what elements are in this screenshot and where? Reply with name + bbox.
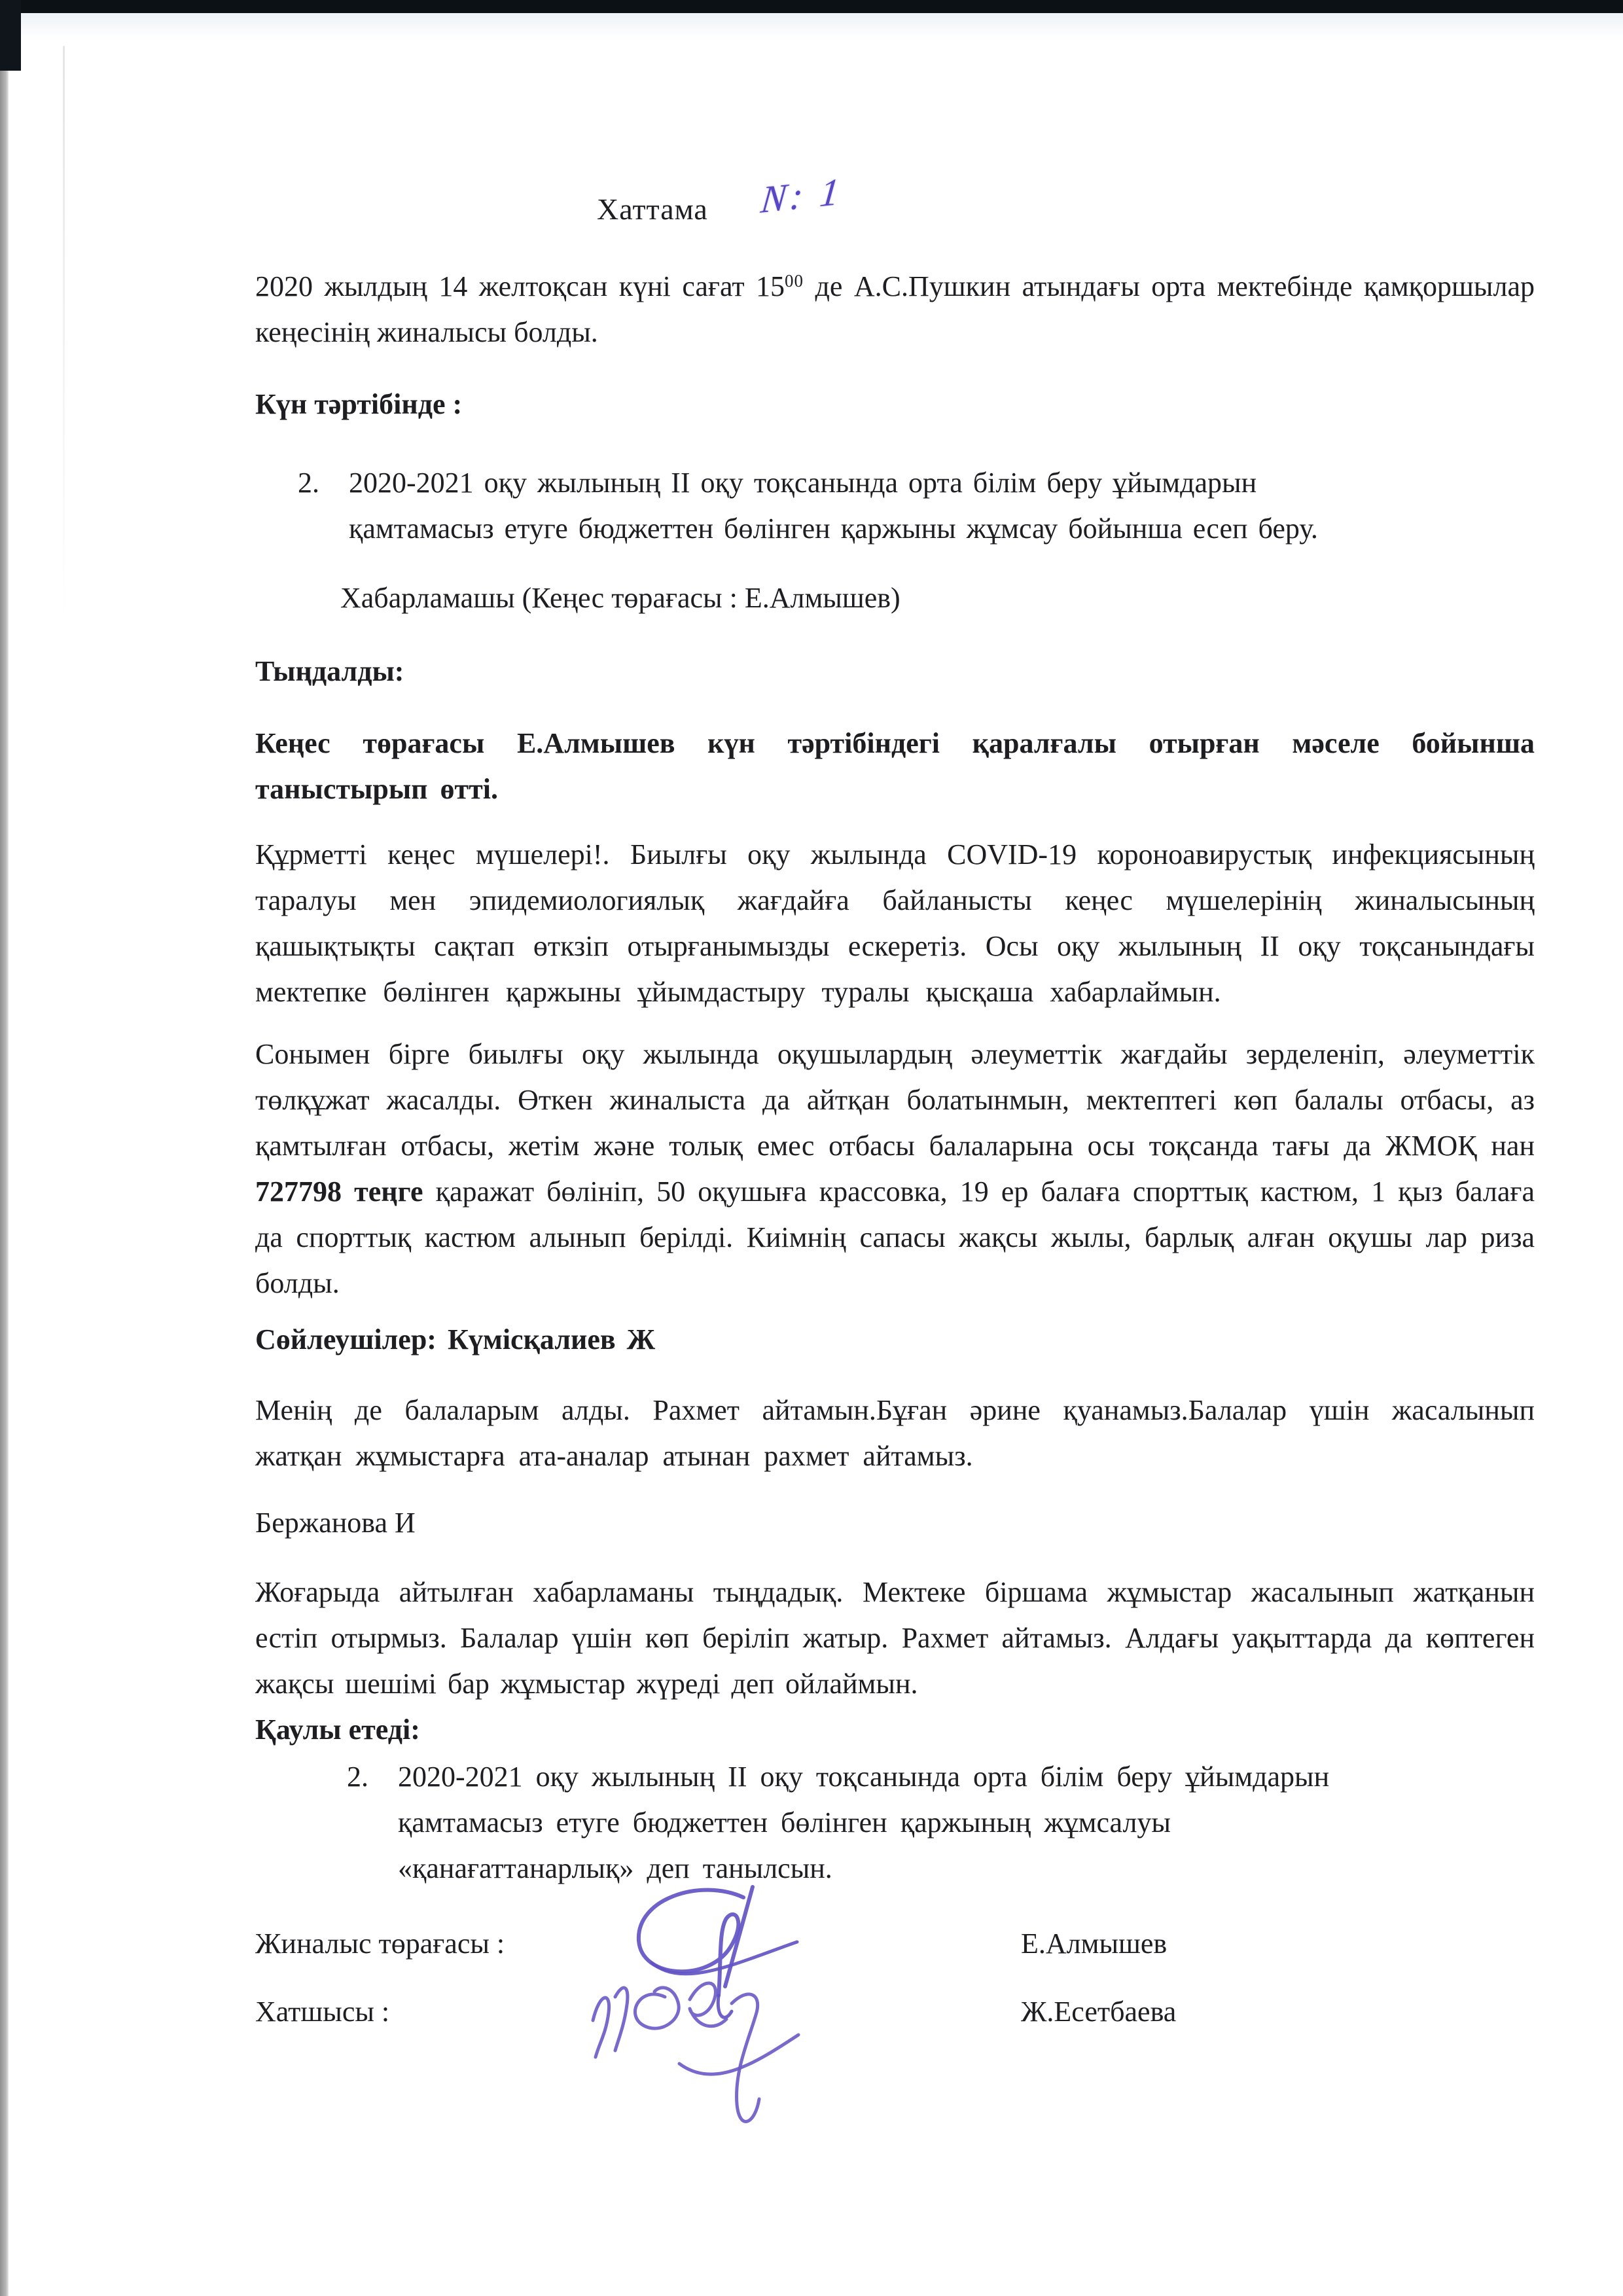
signature-block bbox=[255, 1921, 1535, 2035]
speech-2-pre: Сонымен бірге биылғы оқу жылында оқушылардың әлеуметтік жағдайы зерделеніп, әлеуметтік төлқұжат жасалды. Өткен жиналыста да айтқан болатынмын, мектептегі көп балалы отбасы, аз қамтылған отбасы, жетім және толық емес отбасы балаларына осы тоқсанда тағы да ЖМОҚ нан bbox=[255, 1038, 1535, 1162]
speaker-2-name: Бержанова И bbox=[255, 1507, 416, 1539]
chairman-role-label: Жиналыс төрағасы : bbox=[255, 1928, 505, 1960]
chairman-name: Е.Алмышев bbox=[1021, 1928, 1168, 1960]
title-row bbox=[255, 169, 1535, 232]
decision-heading: Қаулы етеді: bbox=[255, 1713, 420, 1746]
time-superscript: 00 bbox=[785, 271, 804, 291]
speaker-2-paragraph: Жоғарыда айтылған хабарламаны тыңдадық. Мектеке біршама жұмыстар жасалынып жатқанын естіп отырмыз. Балалар үшін көп беріліп жатыр. Рахмет айтамыз. Алдағы уақыттарда да көптеген жақсы шешімі бар жұмыстар жүреді деп ойлаймын. bbox=[255, 1576, 1535, 1700]
speech-paragraph-2 bbox=[255, 1031, 1535, 1306]
secretary-role-label: Хатшысы : bbox=[255, 1996, 390, 2028]
scan-left-edge bbox=[0, 71, 9, 2296]
reporter-line: Хабарламашы (Кеңес төрағасы : Е.Алмышев) bbox=[340, 582, 901, 614]
speaker-1-paragraph: Менің де балаларым алды. Рахмет айтамын.Бұған әрине қуанамыз.Балалар үшін жасалынып жатқан жұмыстарға ата-аналар атынан рахмет айтамыз. bbox=[255, 1394, 1535, 1472]
secretary-signature-row bbox=[255, 1989, 1535, 2035]
decision-item-number: 2. bbox=[347, 1761, 368, 1793]
agenda-item-text: 2020-2021 оқу жылының II оқу тоқсанында орта білім беру ұйымдарын қамтамасыз етуге бюджеттен бөлінген қаржыны жұмсау бойынша есеп беру. bbox=[349, 467, 1318, 545]
decision-item-text: 2020-2021 оқу жылының II оқу тоқсанында орта білім беру ұйымдарын қамтамасыз етуге бюджеттен бөлінген қаржының жұмсалуы «қанағаттанарлық» деп танылсын. bbox=[398, 1761, 1330, 1884]
scan-corner-shadow bbox=[0, 0, 21, 71]
intro-paragraph bbox=[255, 264, 1535, 355]
handwritten-protocol-number: N: 1 bbox=[758, 169, 846, 222]
chairman-signature-row bbox=[255, 1921, 1535, 1967]
scan-top-border bbox=[0, 0, 1623, 13]
heard-heading: Тыңдалды: bbox=[255, 655, 404, 687]
decision-item bbox=[347, 1754, 1535, 1892]
agenda-heading: Күн тәртібінде : bbox=[255, 388, 463, 420]
intro-text-pre: 2020 жылдың 14 желтоқсан күні сағат 15 bbox=[255, 270, 785, 302]
heard-intro-paragraph: Кеңес төрағасы Е.Алмышев күн тәртібіндегі қаралғалы отырған мәселе бойынша таныстырып өтті. bbox=[255, 727, 1535, 805]
page-fold-line bbox=[63, 46, 65, 622]
secretary-signature-ink bbox=[582, 1955, 831, 2158]
scan-top-strip bbox=[0, 13, 1623, 39]
document-page bbox=[255, 169, 1535, 2035]
agenda-item bbox=[298, 460, 1535, 552]
agenda-item-number: 2. bbox=[298, 467, 319, 499]
amount-highlight: 727798 теңге bbox=[255, 1175, 423, 1208]
document-title: Хаттама bbox=[597, 192, 708, 226]
speakers-heading: Сөйлеушілер: Күмісқалиев Ж bbox=[255, 1323, 656, 1355]
speech-paragraph-1: Құрметті кеңес мүшелері!. Биылғы оқу жылында COVID-19 короноавирустық инфекциясының таралуы мен эпидемиологиялық жағдайға байланысты кеңес мүшелерінің жиналысының қашықтықты сақтап өткзіп отырғанымызды ескеретіз. Осы оқу жылының II оқу тоқсанындағы мектепке бөлінген қаржыны ұйымдастыру туралы қысқаша хабарлаймын. bbox=[255, 838, 1535, 1008]
intro-text-post: де А.С.Пушкин атындағы орта мектебінде қамқоршылар кеңесінің жиналысы болды. bbox=[255, 270, 1535, 348]
speech-2-post: қаражат бөлініп, 50 оқушыға крассовка, 19 ер балаға спорттық кастюм, 1 қыз балаға да спорттық кастюм алынып берілді. Киімнің сапасы жақсы жылы, барлық алған оқушы лар риза болды. bbox=[255, 1175, 1535, 1299]
secretary-name: Ж.Есетбаева bbox=[1021, 1996, 1177, 2028]
